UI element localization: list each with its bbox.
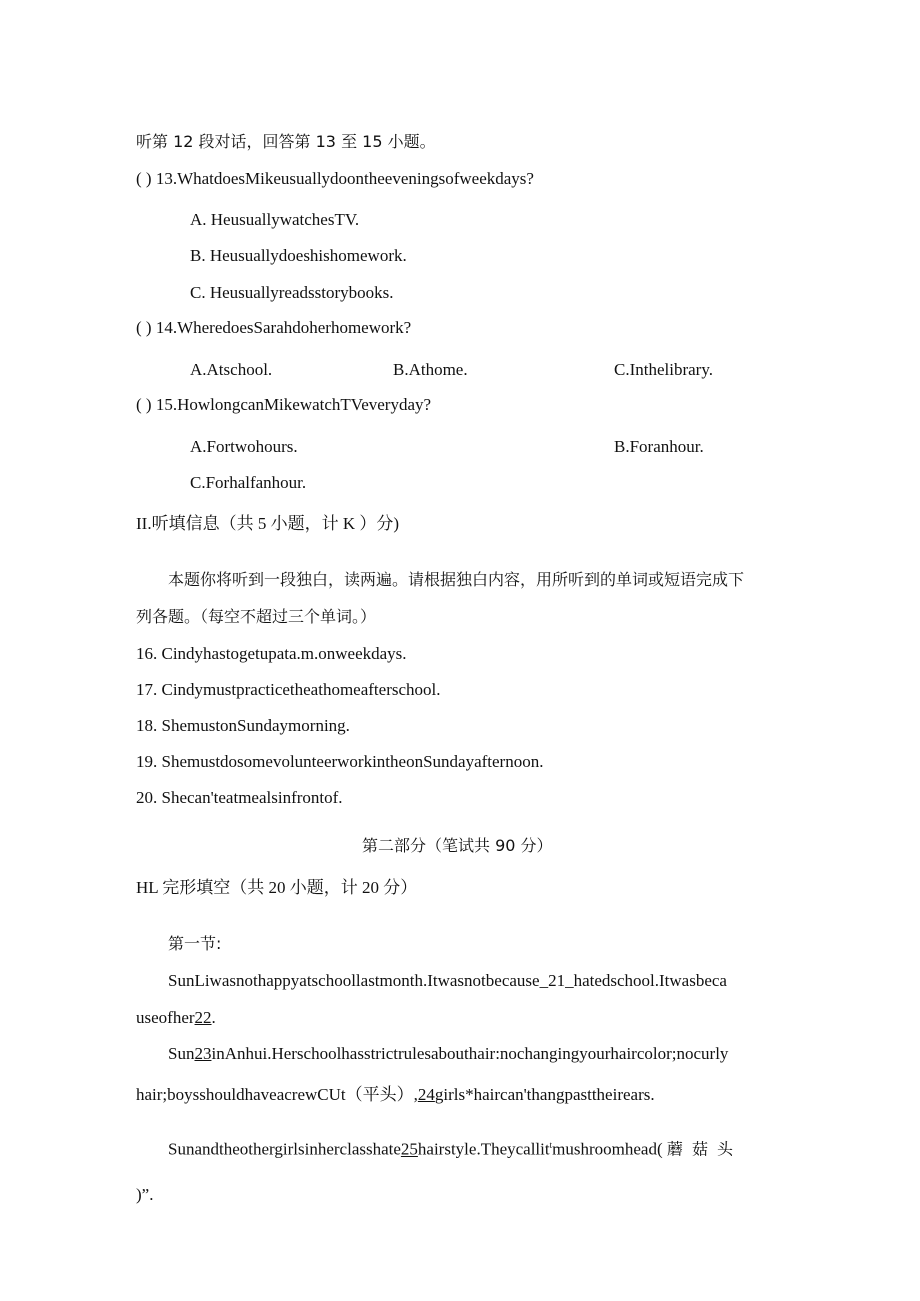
question-15-option-b: B.Foranhour. — [614, 437, 704, 456]
passage-text: mushroomhead( — [552, 1139, 663, 1159]
question-13-option-b: B. Heusuallydoeshishomework. — [190, 246, 407, 265]
part-2-title: 第二部分（笔试共 90 分） — [362, 836, 553, 855]
section-2-instruction-line-2: 列各题。（每空不超过三个单词。） — [136, 607, 377, 626]
passage-text: hair;boysshouldhaveacrewCUt（平头）, — [136, 1085, 418, 1104]
blank-23: 23 — [194, 1044, 212, 1063]
passage-paragraph-1-line-2 — [136, 1007, 216, 1029]
question-13-option-a: A. HeusuallywatchesTV. — [190, 210, 360, 229]
subsection-label: 第一节: — [168, 934, 222, 953]
question-14-stem: ( ) 14.WheredoesSarahdoherhomework? — [136, 318, 412, 337]
question-15-option-c: C.Forhalfanhour. — [190, 473, 307, 492]
passage-text: Sunandtheothergirlsinherclasshate — [168, 1139, 401, 1159]
section-2-instruction-line-1: 本题你将听到一段独白，读两遍。请根据独白内容，用所听到的单词或短语完成下 — [168, 570, 745, 589]
passage-paragraph-1-line-1: SunLiwasnothappyatschoollastmonth.Itwasnotbecause_21_hatedschool.Itwasbeca — [168, 971, 727, 990]
fill-item-17: 17. Cindymustpracticetheathomeafterschool. — [136, 680, 441, 699]
passage-text: Sun — [168, 1044, 195, 1063]
blank-22: 22 — [194, 1008, 212, 1027]
fill-item-19: 19. ShemustdosomevolunteerworkintheonSundayafternoon. — [136, 752, 544, 771]
question-13-option-c: C. Heusuallyreadsstorybooks. — [190, 283, 394, 302]
question-14-option-a: A.Atschool. — [190, 360, 273, 379]
section-2-header: II.听填信息（共 5 小题，计 K ）分) — [136, 514, 400, 533]
superscript-mark: t — [549, 1140, 553, 1150]
passage-text: . — [211, 1008, 216, 1027]
passage-text: useofher — [136, 1008, 195, 1027]
passage-paragraph-2-line-1 — [168, 1043, 728, 1065]
blank-24: 24 — [417, 1085, 435, 1104]
dialogue-header: 听第 12 段对话，回答第 13 至 15 小题。 — [136, 132, 436, 151]
fill-item-18: 18. ShemustonSundaymorning. — [136, 716, 350, 735]
passage-paragraph-3-line-2: )”. — [136, 1185, 154, 1204]
section-3-header: HL 完形填空（共 20 小题，计 20 分） — [136, 878, 418, 897]
fill-item-20: 20. Shecan'teatmealsinfrontof. — [136, 788, 343, 807]
blank-25: 25 — [400, 1139, 418, 1159]
passage-text: girls*haircan'thangpasttheirears. — [434, 1085, 655, 1104]
question-15-stem: ( ) 15.HowlongcanMikewatchTVeveryday? — [136, 395, 432, 414]
passage-paragraph-2-line-2 — [136, 1084, 655, 1106]
passage-paragraph-3-line-1 — [168, 1134, 735, 1161]
question-14-option-c: C.Inthelibrary. — [614, 360, 713, 379]
question-15-option-a: A.Fortwohours. — [190, 437, 298, 456]
question-13-stem: ( ) 13.WhatdoesMikeusuallydoontheeveningsofweekdays? — [136, 169, 534, 188]
passage-text: inAnhui.Herschoolhasstrictrulesabouthair:nochangingyourhaircolor;nocurly — [211, 1044, 729, 1063]
chinese-gloss: 蘑 菇 头 — [666, 1139, 736, 1159]
fill-item-16: 16. Cindyhastogetupata.m.onweekdays. — [136, 644, 407, 663]
passage-text: hairstyle.Theycallit — [417, 1139, 550, 1159]
question-14-option-b: B.Athome. — [393, 360, 468, 379]
